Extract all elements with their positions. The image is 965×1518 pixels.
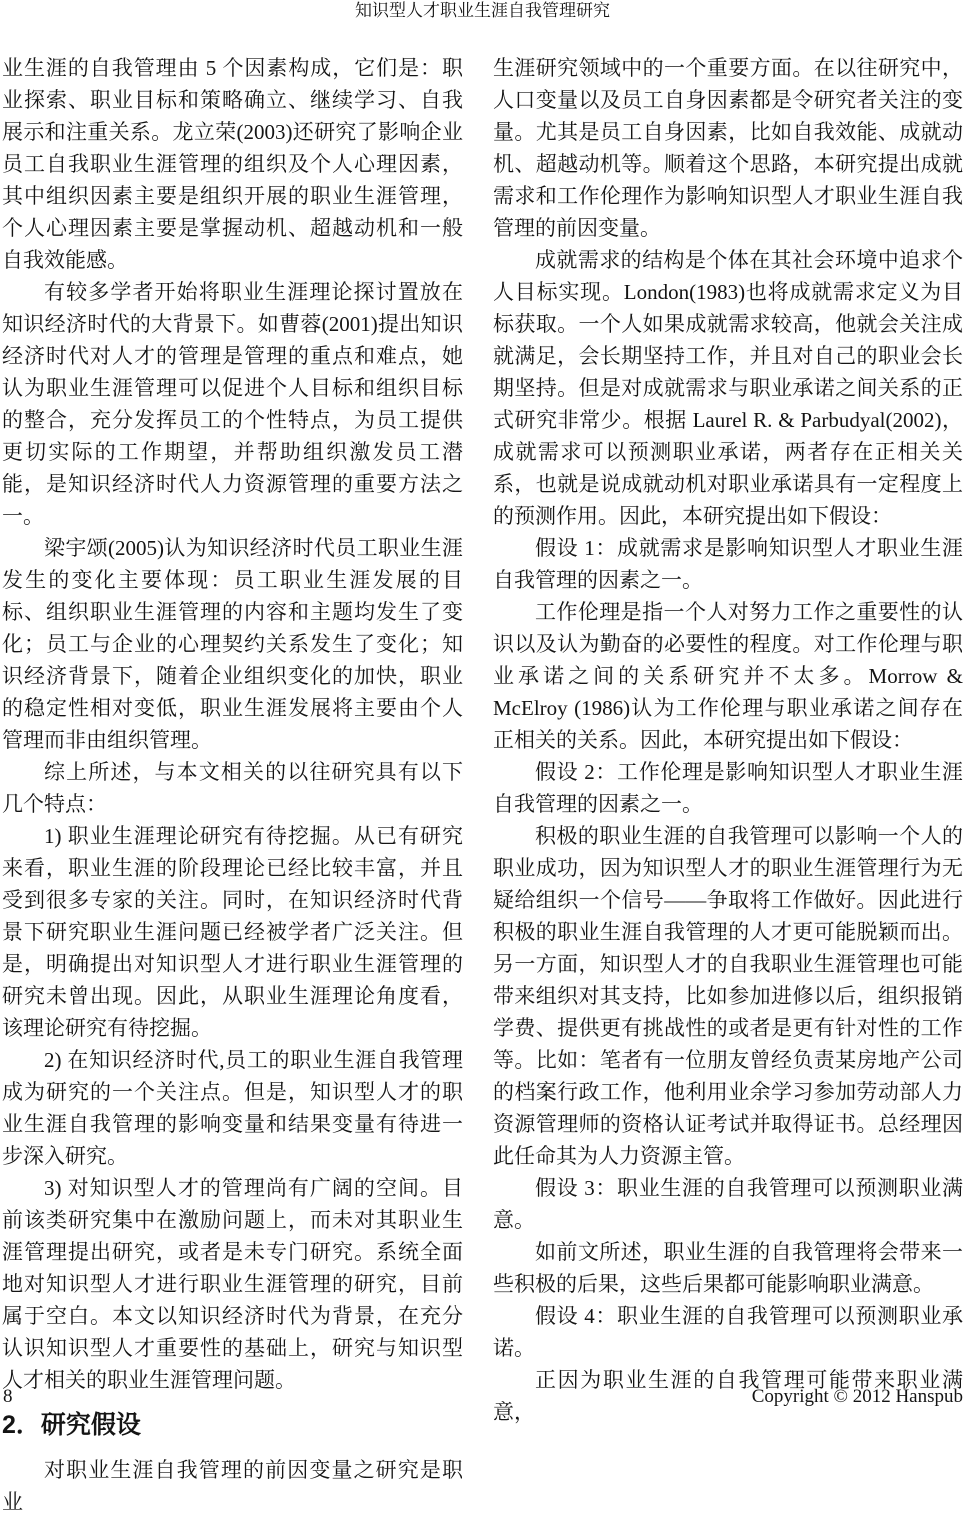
running-title: 知识型人才职业生涯自我管理研究 bbox=[355, 1, 610, 20]
left-column bbox=[2, 52, 463, 1518]
copyright-notice: Copyright © 2012 Hanspub bbox=[751, 1386, 963, 1407]
paragraph: 假设 1：成就需求是影响知识型人才职业生涯自我管理的因素之一。 bbox=[493, 536, 963, 592]
paragraph: 梁宇颂(2005)认为知识经济时代员工职业生涯发生的变化主要体现：员工职业生涯发展的目标、组织职业生涯管理的内容和主题均发生了变化；员工与企业的心理契约关系发生了变化；知识经济背景下，随着企业组织变化的加快，职业的稳定性相对变低，职业生涯发展将主要由个人管理而非由组织管理。 bbox=[2, 536, 463, 752]
paragraph: 综上所述，与本文相关的以往研究具有以下几个特点： bbox=[2, 760, 463, 816]
paragraph: 3) 对知识型人才的管理尚有广阔的空间。目前该类研究集中在激励问题上，而未对其职业生涯管理提出研究，或者是未专门研究。系统全面地对知识型人才进行职业生涯管理的研究，目前属于空白。本文以知识经济时代为背景，在充分认识知识型人才重要性的基础上，研究与知识型人才相关的职业生涯管理问题。 bbox=[2, 1176, 463, 1392]
paragraph: 成就需求的结构是个体在其社会环境中追求个人目标实现。London(1983)也将成就需求定义为目标获取。一个人如果成就需求较高，他就会关注成就满足，会长期坚持工作，并且对自己的职业会长期坚持。但是对成就需求与职业承诺之间关系的正式研究非常少。根据 Laurel R. & Parbudyal(2002)，成就需求可以预测职业承诺，两者存在正相关关系，也就是说成就动机对职业承诺具有一定程度上的预测作用。因此，本研究提出如下假设： bbox=[493, 248, 963, 528]
paragraph: 业生涯的自我管理由 5 个因素构成，它们是：职业探索、职业目标和策略确立、继续学习、自我展示和注重关系。龙立荣(2003)还研究了影响企业员工自我职业生涯管理的组织及个人心理因素，其中组织因素主要是组织开展的职业生涯管理，个人心理因素主要是掌握动机、超越动机和一般自我效能感。 bbox=[2, 56, 463, 272]
paragraph: 假设 3：职业生涯的自我管理可以预测职业满意。 bbox=[493, 1176, 963, 1232]
paragraph: 正因为职业生涯的自我管理可能带来职业满意， bbox=[493, 1368, 963, 1424]
paragraph: 对职业生涯自我管理的前因变量之研究是职业 bbox=[2, 1458, 463, 1514]
paragraph: 生涯研究领域中的一个重要方面。在以往研究中，人口变量以及员工自身因素都是令研究者关注的变量。尤其是员工自身因素，比如自我效能、成就动机、超越动机等。顺着这个思路，本研究提出成就需求和工作伦理作为影响知识型人才职业生涯自我管理的前因变量。 bbox=[493, 56, 963, 240]
section-heading: 2．研究假设 bbox=[2, 1411, 141, 1439]
paragraph: 假设 2：工作伦理是影响知识型人才职业生涯自我管理的因素之一。 bbox=[493, 760, 963, 816]
two-column-body bbox=[2, 52, 963, 1518]
page-number: 8 bbox=[3, 1386, 13, 1407]
paragraph: 1) 职业生涯理论研究有待挖掘。从已有研究来看，职业生涯的阶段理论已经比较丰富，并且受到很多专家的关注。同时，在知识经济时代背景下研究职业生涯问题已经被学者广泛关注。但是，明确提出对知识型人才进行职业生涯管理的研究未曾出现。因此，从职业生涯理论角度看，该理论研究有待挖掘。 bbox=[2, 824, 463, 1040]
right-column bbox=[493, 52, 963, 1518]
paragraph: 工作伦理是指一个人对努力工作之重要性的认识以及认为勤奋的必要性的程度。对工作伦理与职业承诺之间的关系研究并不太多。Morrow & McElroy (1986)认为工作伦理与职业承诺之间存在正相关的关系。因此，本研究提出如下假设： bbox=[493, 600, 963, 752]
paragraph: 2) 在知识经济时代,员工的职业生涯自我管理成为研究的一个关注点。但是，知识型人才的职业生涯自我管理的影响变量和结果变量有待进一步深入研究。 bbox=[2, 1048, 463, 1168]
paragraph: 如前文所述，职业生涯的自我管理将会带来一些积极的后果，这些后果都可能影响职业满意。 bbox=[493, 1240, 963, 1296]
paragraph: 有较多学者开始将职业生涯理论探讨置放在知识经济时代的大背景下。如曹蓉(2001)提出知识经济时代对人才的管理是管理的重点和难点，她认为职业生涯管理可以促进个人目标和组织目标的整合，充分发挥员工的个性特点，为员工提供更切实际的工作期望，并帮助组织激发员工潜能，是知识经济时代人力资源管理的重要方法之一。 bbox=[2, 280, 463, 528]
paragraph: 积极的职业生涯的自我管理可以影响一个人的职业成功，因为知识型人才的职业生涯管理行为无疑给组织一个信号——争取将工作做好。因此进行积极的职业生涯自我管理的人才更可能脱颖而出。另一方面，知识型人才的自我职业生涯管理也可能带来组织对其支持，比如参加进修以后，组织报销学费、提供更有挑战性的或者是更有针对性的工作等。比如：笔者有一位朋友曾经负责某房地产公司的档案行政工作，他利用业余学习参加劳动部人力资源管理师的资格认证考试并取得证书。总经理因此任命其为人力资源主管。 bbox=[493, 824, 963, 1168]
paragraph: 假设 4：职业生涯的自我管理可以预测职业承诺。 bbox=[493, 1304, 963, 1360]
